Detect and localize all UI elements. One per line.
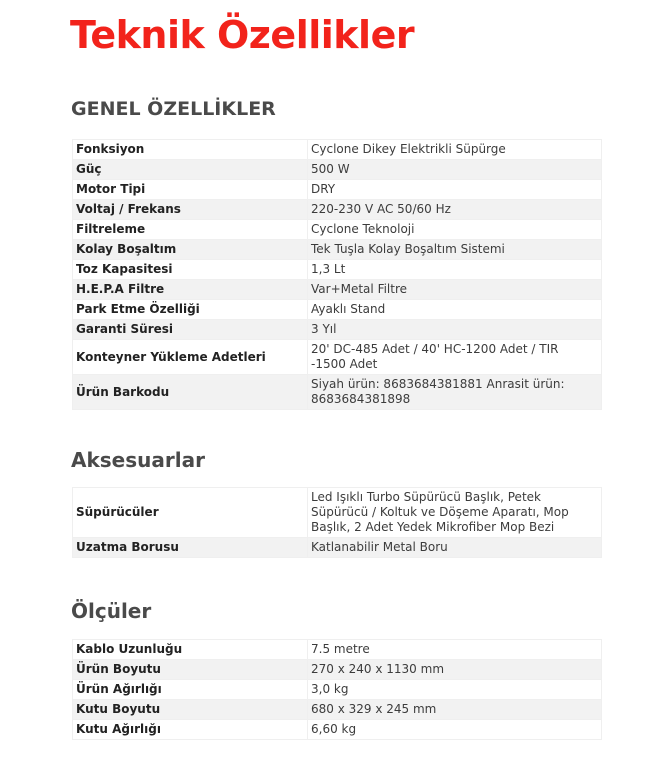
spec-label: Ürün Boyutu — [73, 660, 308, 680]
table-row — [73, 340, 602, 375]
spec-label: Garanti Süresi — [73, 320, 308, 340]
spec-value: Cyclone Teknoloji — [308, 220, 602, 240]
table-row — [73, 300, 602, 320]
spec-value: Katlanabilir Metal Boru — [308, 538, 602, 558]
table-row — [73, 720, 602, 740]
spec-label: Park Etme Özelliği — [73, 300, 308, 320]
table-row — [73, 240, 602, 260]
spec-table-accessories — [72, 487, 602, 558]
spec-label: Konteyner Yükleme Adetleri — [73, 340, 308, 375]
spec-value: 6,60 kg — [308, 720, 602, 740]
table-row — [73, 260, 602, 280]
table-row — [73, 488, 602, 538]
spec-label: Ürün Ağırlığı — [73, 680, 308, 700]
spec-label: Uzatma Borusu — [73, 538, 308, 558]
spec-table-general — [72, 139, 602, 410]
table-row — [73, 220, 602, 240]
spec-label: H.E.P.A Filtre — [73, 280, 308, 300]
spec-value: Siyah ürün: 8683684381881 Anrasit ürün: 8683684381898 — [308, 375, 602, 410]
spec-value: 680 x 329 x 245 mm — [308, 700, 602, 720]
table-row — [73, 200, 602, 220]
spec-value: 500 W — [308, 160, 602, 180]
spec-label: Süpürücüler — [73, 488, 308, 538]
table-row — [73, 640, 602, 660]
spec-label: Kablo Uzunluğu — [73, 640, 308, 660]
spec-value: Led Işıklı Turbo Süpürücü Başlık, Petek Süpürücü / Koltuk ve Döşeme Aparatı, Mop Başlık, 2 Adet Yedek Mikrofiber Mop Bezi — [308, 488, 602, 538]
spec-label: Motor Tipi — [73, 180, 308, 200]
spec-value: 1,3 Lt — [308, 260, 602, 280]
spec-value: Tek Tuşla Kolay Boşaltım Sistemi — [308, 240, 602, 260]
section-title-dimensions: Ölçüler — [71, 599, 152, 623]
table-row — [73, 375, 602, 410]
spec-label: Fonksiyon — [73, 140, 308, 160]
table-row — [73, 680, 602, 700]
table-row — [73, 700, 602, 720]
table-row — [73, 140, 602, 160]
spec-value: 220-230 V AC 50/60 Hz — [308, 200, 602, 220]
spec-value: 3,0 kg — [308, 680, 602, 700]
spec-label: Toz Kapasitesi — [73, 260, 308, 280]
section-title-accessories: Aksesuarlar — [71, 448, 205, 472]
table-row — [73, 280, 602, 300]
spec-label: Kutu Boyutu — [73, 700, 308, 720]
spec-value: Var+Metal Filtre — [308, 280, 602, 300]
spec-label: Güç — [73, 160, 308, 180]
spec-label: Ürün Barkodu — [73, 375, 308, 410]
spec-label: Filtreleme — [73, 220, 308, 240]
spec-label: Kutu Ağırlığı — [73, 720, 308, 740]
table-row — [73, 160, 602, 180]
spec-value: 270 x 240 x 1130 mm — [308, 660, 602, 680]
spec-table-dimensions — [72, 639, 602, 740]
spec-value: Ayaklı Stand — [308, 300, 602, 320]
spec-value: 3 Yıl — [308, 320, 602, 340]
table-row — [73, 180, 602, 200]
table-row — [73, 660, 602, 680]
spec-value: 7.5 metre — [308, 640, 602, 660]
spec-value: Cyclone Dikey Elektrikli Süpürge — [308, 140, 602, 160]
spec-value: DRY — [308, 180, 602, 200]
spec-label: Kolay Boşaltım — [73, 240, 308, 260]
page-title: Teknik Özellikler — [70, 13, 415, 57]
spec-value: 20' DC-485 Adet / 40' HC-1200 Adet / TIR -1500 Adet — [308, 340, 602, 375]
section-title-general: GENEL ÖZELLİKLER — [71, 98, 276, 120]
table-row — [73, 320, 602, 340]
table-row — [73, 538, 602, 558]
spec-label: Voltaj / Frekans — [73, 200, 308, 220]
